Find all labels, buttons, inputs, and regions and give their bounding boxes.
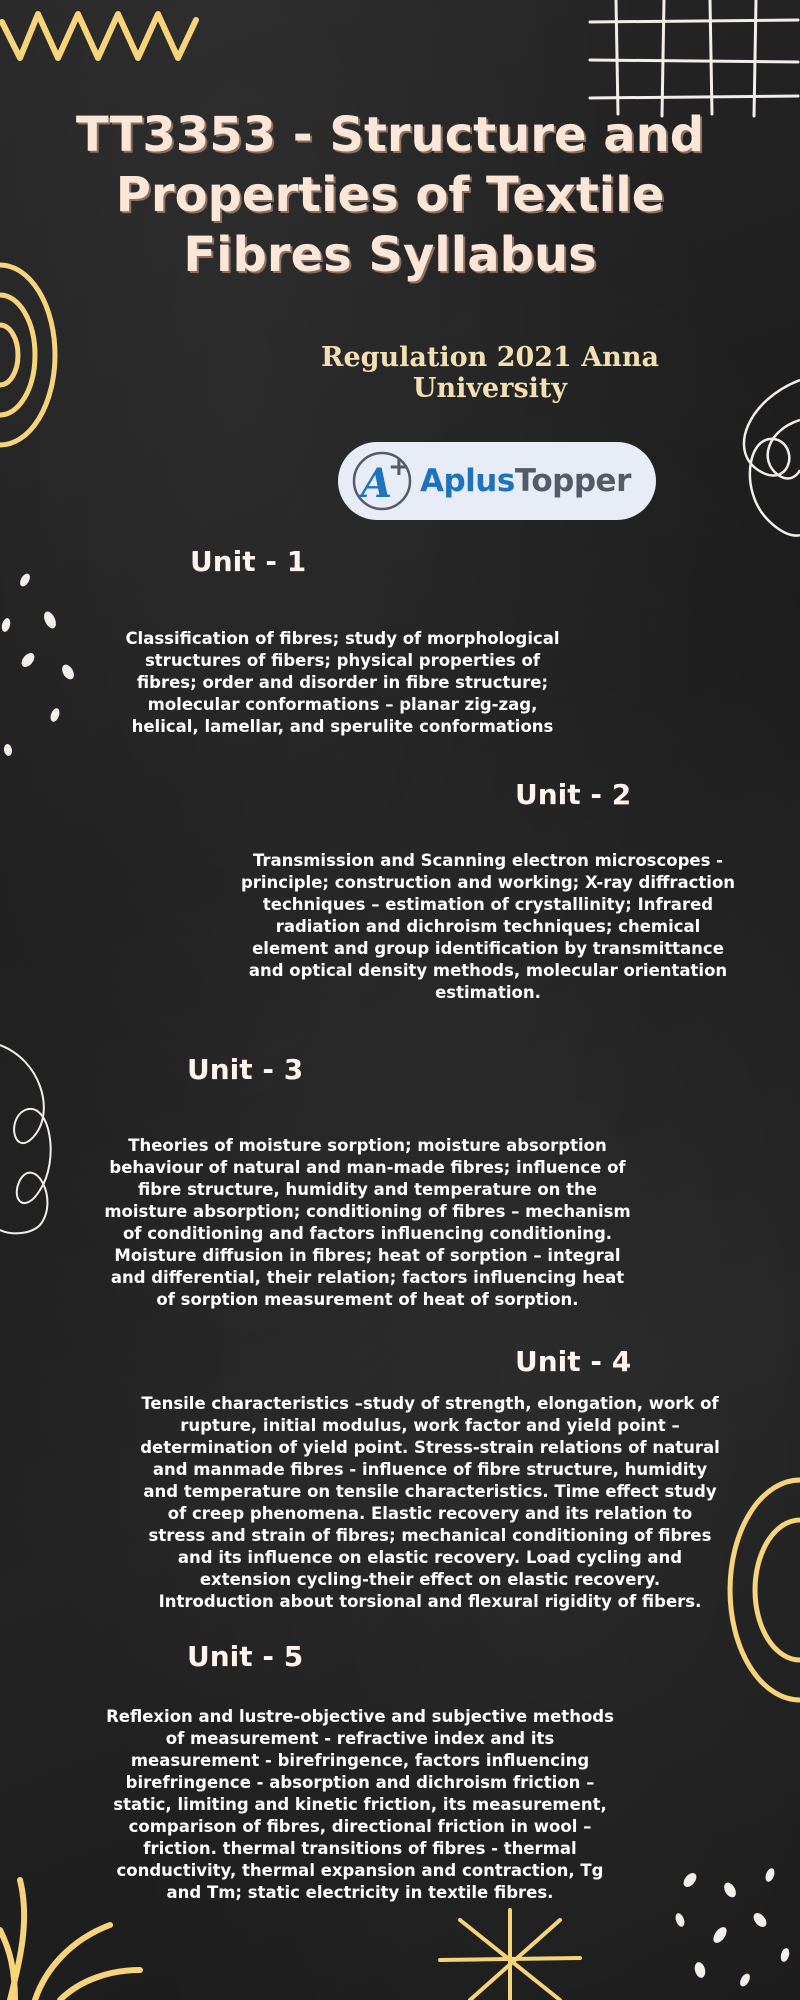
logo-topper-text: Topper (514, 463, 631, 499)
logo-wordmark (420, 463, 631, 499)
scribble-doodle-icon (0, 1040, 70, 1240)
aplustopper-logo (338, 442, 656, 520)
subtitle: Regulation 2021 Anna University (321, 342, 659, 404)
unit-1-description: Classification of fibres; study of morphological structures of fibers; physical properties of fibres; order and disorder in fibre structure; molecular conformations – planar zig-zag, helical, lamellar, and sperulite conformations (125, 629, 560, 736)
unit-4-heading: Unit - 4 (515, 1345, 632, 1378)
zigzag-doodle-icon (0, 0, 210, 70)
unit-1-heading: Unit - 1 (190, 545, 307, 578)
unit-5-description: Reflexion and lustre-objective and subjective methods of measurement - refractive index and its measurement - birefringence, factors influencing birefringence - absorption and dichroism friction – static, limiting and kinetic friction, its measurement, comparison of fibres, directional friction in wool – friction. thermal transitions of fibres - thermal conductivity, thermal expansion and contraction, Tg and Tm; static electricity in textile fibres. (106, 1707, 614, 1902)
star-doodle-icon (430, 1900, 590, 2000)
dots-doodle-icon (0, 560, 90, 760)
unit-3-description: Theories of moisture sorption; moisture absorption behaviour of natural and man-made fibres; influence of fibre structure, humidity and temperature on the moisture absorption; conditioning of fibres – mechanism of conditioning and factors influencing conditioning. Moisture diffusion in fibres; heat of sorption – integral and differential, their relation; factors influencing heat of sorption measurement of heat of sorption. (104, 1136, 631, 1309)
dots-doodle-icon (660, 1860, 800, 2000)
page-title: TT3353 - Structure and Properties of Textile Fibres Syllabus (75, 107, 705, 283)
unit-4-description: Tensile characteristics –study of strength, elongation, work of rupture, initial modulus, work factor and yield point – determination of yield point. Stress-strain relations of natural and manmade fibres - influence of fibre structure, humidity and temperature on tensile characteristics. Time effect study of creep phenomena. Elastic recovery and its relation to stress and strain of fibres; mechanical conditioning of fibres and its influence on elastic recovery. Load cycling and extension cycling-their effect on elastic recovery. Introduction about torsional and flexural rigidity of fibers. (140, 1394, 720, 1611)
grid-doodle-icon (586, 0, 800, 120)
unit-3-heading: Unit - 3 (187, 1053, 304, 1086)
unit-2-heading: Unit - 2 (515, 778, 632, 811)
aplus-logo-icon (350, 449, 414, 513)
unit-2-description: Transmission and Scanning electron microscopes - principle; construction and working; X-ray diffraction techniques – estimation of crystallinity; Infrared radiation and dichroism techniques; chemical element and group identification by transmittance and optical density methods, molecular orientation estimation. (240, 851, 736, 1002)
svg-text:+: + (388, 452, 410, 482)
circles-doodle-icon (724, 1470, 800, 1710)
logo-aplus-text: Aplus (420, 463, 515, 499)
svg-text:A: A (361, 460, 393, 507)
unit-5-heading: Unit - 5 (187, 1640, 304, 1673)
concentric-arcs-doodle-icon (0, 255, 70, 455)
